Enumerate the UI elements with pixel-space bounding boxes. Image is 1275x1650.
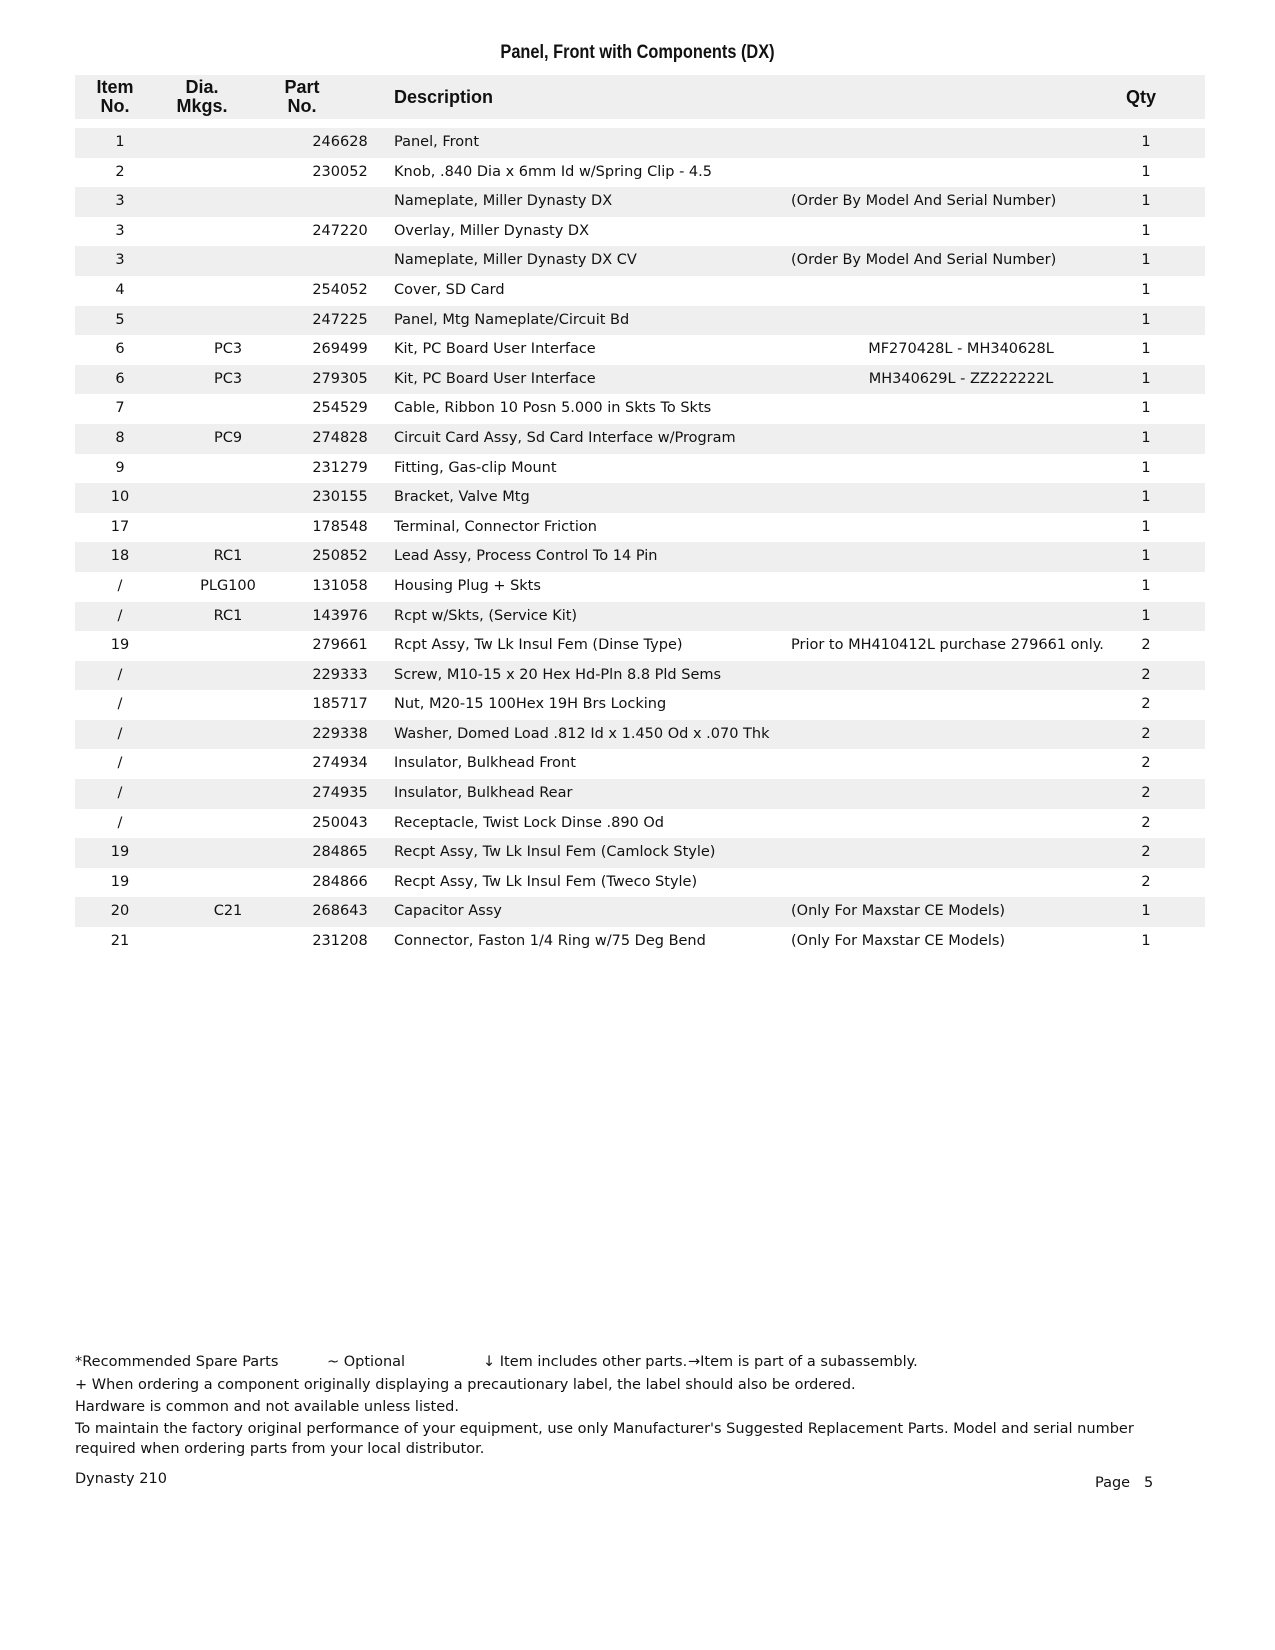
qty-cell: 2 — [1141, 637, 1151, 654]
description-cell: Cable, Ribbon 10 Posn 5.000 in Skts To Skts — [394, 400, 712, 417]
footer-model: Dynasty 210 — [75, 1471, 167, 1487]
table-row — [75, 335, 1205, 365]
note-cell: MF270428L - MH340628L — [868, 341, 1054, 358]
item-no-cell: 2 — [115, 163, 125, 180]
qty-cell: 2 — [1141, 725, 1151, 742]
description-cell: Panel, Front — [394, 134, 480, 150]
item-no-cell: 3 — [115, 222, 125, 239]
table-row — [75, 631, 1205, 661]
qty-cell: 2 — [1141, 844, 1151, 861]
dia-mkgs-cell: PC3 — [213, 370, 243, 387]
part-no-cell: 268643 — [312, 903, 368, 920]
qty-cell: 1 — [1141, 548, 1151, 565]
item-no-cell: 19 — [110, 844, 130, 861]
qty-cell: 1 — [1141, 933, 1151, 950]
part-no-cell: 246628 — [312, 134, 368, 150]
dia-mkgs-cell: RC1 — [213, 548, 243, 565]
item-no-cell: 6 — [115, 370, 125, 387]
description-cell: Nut, M20-15 100Hex 19H Brs Locking — [394, 696, 667, 713]
table-row — [75, 572, 1205, 602]
note-cell: Prior to MH410412L purchase 279661 only. — [791, 637, 1104, 654]
item-no-cell: 3 — [115, 252, 125, 269]
qty-cell: 2 — [1141, 785, 1151, 802]
description-cell: Rcpt w/Skts, (Service Kit) — [394, 607, 578, 624]
header-qty — [1111, 75, 1171, 119]
header-part-no — [252, 75, 352, 119]
legend-spare: *Recommended Spare Parts — [75, 1354, 279, 1370]
item-no-cell: 19 — [110, 873, 130, 890]
table-row — [75, 128, 1205, 158]
description-cell: Insulator, Bulkhead Rear — [394, 785, 573, 802]
description-cell: Washer, Domed Load .812 Id x 1.450 Od x .070 Thk — [394, 725, 770, 742]
qty-cell: 1 — [1141, 607, 1151, 624]
description-cell: Nameplate, Miller Dynasty DX CV — [394, 252, 637, 269]
note-cell: MH340629L - ZZ222222L — [868, 370, 1054, 387]
table-row — [75, 661, 1205, 691]
header-description — [394, 75, 493, 119]
description-cell: Capacitor Assy — [394, 903, 502, 920]
qty-cell: 2 — [1141, 873, 1151, 890]
part-no-cell: 284865 — [312, 844, 368, 861]
item-no-cell: 21 — [110, 933, 130, 950]
description-cell: Receptacle, Twist Lock Dinse .890 Od — [394, 814, 664, 831]
description-cell: Recpt Assy, Tw Lk Insul Fem (Camlock Style) — [394, 844, 716, 861]
table-row — [75, 513, 1205, 543]
description-cell: Overlay, Miller Dynasty DX — [394, 222, 590, 239]
part-no-cell: 143976 — [312, 607, 368, 624]
header-item-line2: No. — [100, 96, 130, 116]
description-cell: Terminal, Connector Friction — [394, 518, 597, 535]
header-part-line1: Part — [284, 77, 320, 97]
description-cell: Housing Plug + Skts — [394, 577, 541, 594]
qty-cell: 1 — [1141, 252, 1151, 269]
item-no-cell: 4 — [115, 281, 125, 298]
item-no-cell: 5 — [115, 311, 125, 328]
part-no-cell: 229333 — [312, 666, 368, 683]
legend — [75, 1352, 1205, 1372]
part-no-cell: 247225 — [312, 311, 368, 328]
table-row — [75, 276, 1205, 306]
item-no-cell: / — [117, 785, 123, 802]
item-no-cell: / — [117, 725, 123, 742]
description-cell: Screw, M10-15 x 20 Hex Hd-Pln 8.8 Pld Sems — [394, 666, 722, 683]
qty-cell: 1 — [1141, 341, 1151, 358]
item-no-cell: / — [117, 666, 123, 683]
item-no-cell: / — [117, 696, 123, 713]
table-row — [75, 246, 1205, 276]
part-no-cell: 250852 — [312, 548, 368, 565]
description-cell: Cover, SD Card — [394, 281, 505, 298]
part-no-cell: 254052 — [312, 281, 368, 298]
part-no-cell: 229338 — [312, 725, 368, 742]
part-no-cell: 247220 — [312, 222, 368, 239]
description-cell: Rcpt Assy, Tw Lk Insul Fem (Dinse Type) — [394, 637, 683, 654]
dia-mkgs-cell: PLG100 — [200, 577, 256, 594]
qty-cell: 1 — [1141, 903, 1151, 920]
item-no-cell: 1 — [115, 134, 125, 150]
factory-note: To maintain the factory original performance of your equipment, use only Manufacturer's Suggested Replacement Parts. Model and serial number required when ordering parts from your local distributor. — [75, 1421, 1134, 1457]
page-title: Panel, Front with Components (DX) — [500, 42, 775, 63]
note-cell: (Only For Maxstar CE Models) — [791, 903, 1006, 920]
description-cell: Panel, Mtg Nameplate/Circuit Bd — [394, 311, 630, 328]
table-row — [75, 720, 1205, 750]
header-dia-line1: Dia. — [185, 77, 219, 97]
item-no-cell: 6 — [115, 341, 125, 358]
item-no-cell: 20 — [110, 903, 130, 920]
table-row — [75, 838, 1205, 868]
qty-cell: 2 — [1141, 755, 1151, 772]
label-note: + When ordering a component originally displaying a precautionary label, the label should also be ordered. — [75, 1377, 856, 1393]
part-no-cell: 279661 — [312, 637, 368, 654]
hardware-note: Hardware is common and not available unless listed. — [75, 1399, 459, 1415]
legend-includes: ↓ Item includes other parts. — [483, 1354, 688, 1370]
table-row — [75, 542, 1205, 572]
table-row — [75, 365, 1205, 395]
description-cell: Nameplate, Miller Dynasty DX — [394, 193, 613, 210]
table-row — [75, 217, 1205, 247]
qty-cell: 1 — [1141, 281, 1151, 298]
qty-cell: 1 — [1141, 577, 1151, 594]
description-cell: Fitting, Gas-clip Mount — [394, 459, 557, 476]
part-no-cell: 131058 — [312, 577, 368, 594]
item-no-cell: 17 — [110, 518, 130, 535]
qty-cell: 1 — [1141, 193, 1151, 210]
table-row — [75, 779, 1205, 809]
footer-page-label: Page — [1095, 1475, 1131, 1491]
part-no-cell: 230155 — [312, 489, 368, 506]
qty-cell: 1 — [1141, 400, 1151, 417]
part-no-cell: 185717 — [312, 696, 368, 713]
part-no-cell: 178548 — [312, 518, 368, 535]
part-no-cell: 274934 — [312, 755, 368, 772]
item-no-cell: / — [117, 814, 123, 831]
item-no-cell: 7 — [115, 400, 125, 417]
header-dia-line2: Mkgs. — [176, 96, 228, 116]
qty-cell: 1 — [1141, 311, 1151, 328]
item-no-cell: / — [117, 577, 123, 594]
table-row — [75, 749, 1205, 779]
qty-cell: 1 — [1141, 518, 1151, 535]
table-row — [75, 690, 1205, 720]
table-row — [75, 602, 1205, 632]
page-number: 5 — [1143, 1475, 1154, 1491]
legend-optional: ~ Optional — [327, 1354, 406, 1370]
qty-cell: 1 — [1141, 429, 1151, 446]
header-description-label: Description — [394, 86, 494, 107]
description-cell: Knob, .840 Dia x 6mm Id w/Spring Clip - 4.5 — [394, 163, 712, 180]
dia-mkgs-cell: PC9 — [213, 429, 243, 446]
item-no-cell: 8 — [115, 429, 125, 446]
part-no-cell: 231279 — [312, 459, 368, 476]
header-dia-mkgs — [152, 75, 252, 119]
header-qty-label: Qty — [1125, 86, 1156, 107]
part-no-cell: 230052 — [312, 163, 368, 180]
qty-cell: 1 — [1141, 163, 1151, 180]
item-no-cell: 9 — [115, 459, 125, 476]
dia-mkgs-cell: C21 — [213, 903, 243, 920]
header-part-line2: No. — [287, 96, 317, 116]
table-row — [75, 424, 1205, 454]
dia-mkgs-cell: PC3 — [213, 341, 243, 358]
table-row — [75, 158, 1205, 188]
part-no-cell: 279305 — [312, 370, 368, 387]
parts-table-body — [75, 128, 1205, 957]
footer-page — [1095, 1473, 1153, 1493]
description-cell: Bracket, Valve Mtg — [394, 489, 530, 506]
table-row — [75, 927, 1205, 957]
table-header — [75, 75, 1205, 119]
item-no-cell: 3 — [115, 193, 125, 210]
item-no-cell: 18 — [110, 548, 130, 565]
part-no-cell: 284866 — [312, 873, 368, 890]
table-row — [75, 483, 1205, 513]
item-no-cell: 10 — [110, 489, 130, 506]
description-cell: Kit, PC Board User Interface — [394, 341, 596, 358]
qty-cell: 1 — [1141, 489, 1151, 506]
table-row — [75, 897, 1205, 927]
header-item-line1: Item — [96, 77, 134, 97]
qty-cell: 2 — [1141, 696, 1151, 713]
qty-cell: 1 — [1141, 459, 1151, 476]
table-row — [75, 809, 1205, 839]
dia-mkgs-cell: RC1 — [213, 607, 243, 624]
part-no-cell: 274828 — [312, 429, 368, 446]
table-row — [75, 868, 1205, 898]
part-no-cell: 269499 — [312, 341, 368, 358]
part-no-cell: 231208 — [312, 933, 368, 950]
note-cell: (Order By Model And Serial Number) — [791, 193, 1057, 210]
description-cell: Circuit Card Assy, Sd Card Interface w/Program — [394, 429, 736, 446]
table-row — [75, 306, 1205, 336]
description-cell: Connector, Faston 1/4 Ring w/75 Deg Bend — [394, 933, 706, 950]
header-item-no — [75, 75, 155, 119]
description-cell: Recpt Assy, Tw Lk Insul Fem (Tweco Style) — [394, 873, 698, 890]
qty-cell: 1 — [1141, 370, 1151, 387]
qty-cell: 2 — [1141, 814, 1151, 831]
item-no-cell: / — [117, 607, 123, 624]
table-row — [75, 454, 1205, 484]
legend-subassembly: →Item is part of a subassembly. — [688, 1354, 918, 1370]
item-no-cell: 19 — [110, 637, 130, 654]
qty-cell: 2 — [1141, 666, 1151, 683]
note-cell: (Order By Model And Serial Number) — [791, 252, 1057, 269]
table-row — [75, 394, 1205, 424]
note-cell: (Only For Maxstar CE Models) — [791, 933, 1006, 950]
table-row — [75, 187, 1205, 217]
part-no-cell: 250043 — [312, 814, 368, 831]
qty-cell: 1 — [1141, 222, 1151, 239]
description-cell: Lead Assy, Process Control To 14 Pin — [394, 548, 658, 565]
part-no-cell: 254529 — [312, 400, 368, 417]
description-cell: Insulator, Bulkhead Front — [394, 755, 576, 772]
item-no-cell: / — [117, 755, 123, 772]
description-cell: Kit, PC Board User Interface — [394, 370, 596, 387]
part-no-cell: 274935 — [312, 785, 368, 802]
qty-cell: 1 — [1141, 134, 1151, 150]
